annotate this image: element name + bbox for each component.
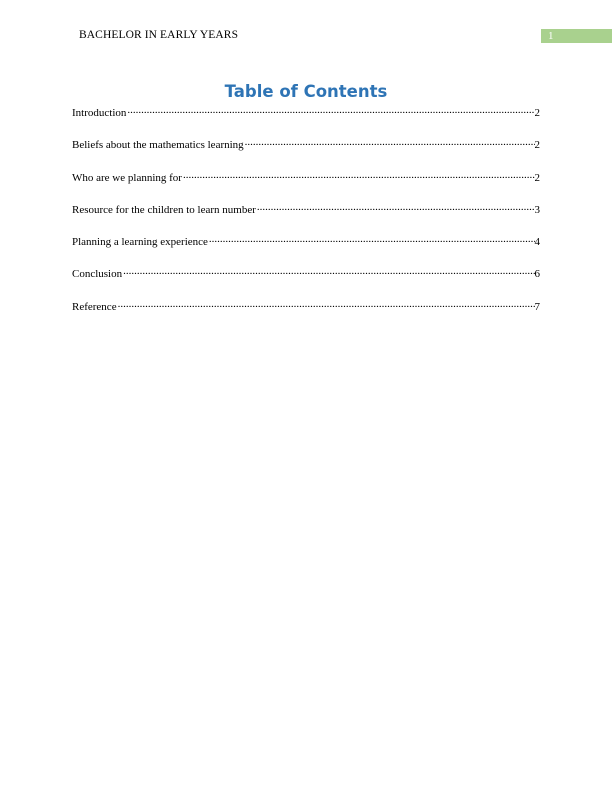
toc-dot-leader xyxy=(245,136,535,148)
toc-entry-page: 3 xyxy=(534,203,540,216)
toc-dot-leader xyxy=(118,298,535,310)
toc-entry-label: Conclusion xyxy=(72,268,123,281)
toc-entry-who-planning[interactable] xyxy=(72,169,540,185)
toc-dot-leader xyxy=(209,233,535,245)
toc-entry-beliefs[interactable] xyxy=(72,136,540,152)
toc-entry-page: 2 xyxy=(534,139,540,152)
toc-entry-page: 6 xyxy=(534,268,540,281)
running-head: BACHELOR IN EARLY YEARS xyxy=(79,29,239,41)
toc-entry-resource[interactable] xyxy=(72,201,540,217)
toc-entry-label: Planning a learning experience xyxy=(72,236,208,249)
toc-entry-label: Resource for the children to learn number xyxy=(72,203,256,216)
toc-list xyxy=(72,104,540,330)
toc-entry-reference[interactable] xyxy=(72,298,540,314)
toc-entry-page: 2 xyxy=(534,171,540,184)
toc-dot-leader xyxy=(123,265,534,277)
toc-entry-conclusion[interactable] xyxy=(72,265,540,281)
toc-entry-label: Introduction xyxy=(72,107,127,119)
toc-dot-leader xyxy=(257,201,535,213)
toc-entry-label: Reference xyxy=(72,300,117,313)
toc-title: Table of Contents xyxy=(224,82,388,101)
toc-entry-page: 7 xyxy=(534,300,540,313)
toc-entry-label: Beliefs about the mathematics learning xyxy=(72,139,244,152)
toc-dot-leader xyxy=(127,104,534,116)
page-number-badge xyxy=(541,29,612,43)
toc-dot-leader xyxy=(183,169,535,181)
toc-entry-page: 4 xyxy=(534,236,540,249)
toc-entry-planning[interactable] xyxy=(72,233,540,249)
toc-entry-page: 2 xyxy=(534,107,540,119)
toc-entry-label: Who are we planning for xyxy=(72,171,182,184)
page-number: 1 xyxy=(548,30,554,42)
toc-entry-introduction[interactable] xyxy=(72,104,540,120)
